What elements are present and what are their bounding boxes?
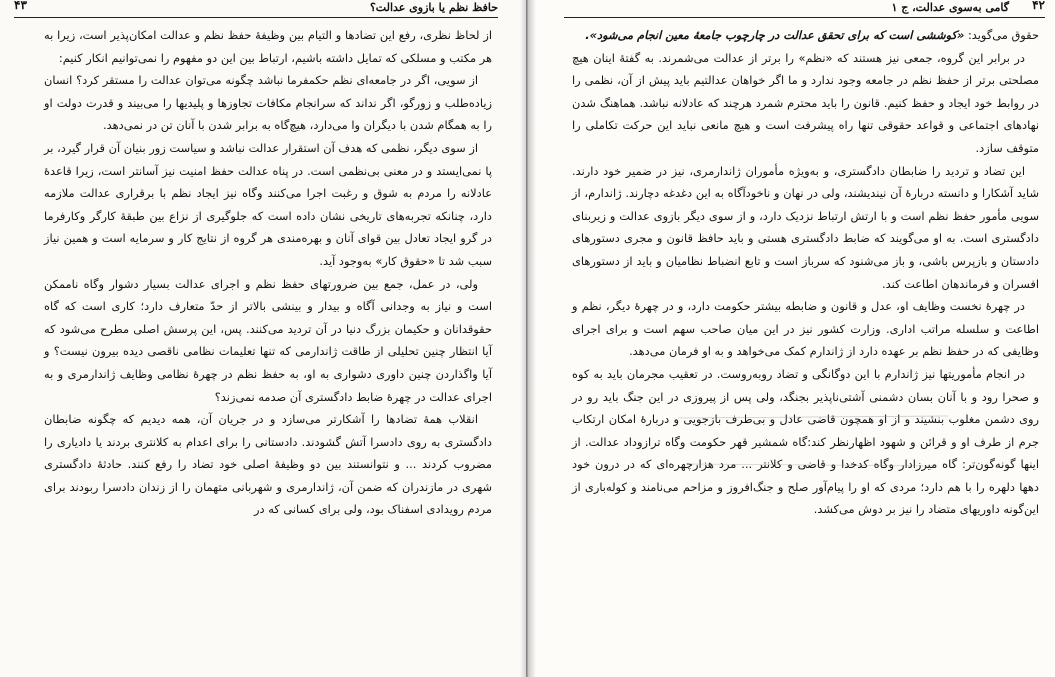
- paragraph: ولی، در عمل، جمع بین ضرورتهای حفظ نظم و اجرای عدالت بسیار دشوار وگاه ناممکن است و نیاز به وجدانی آگاه و بیدار و بینشی بالاتر از حدّ متعارف دارد؛ کاری است که گاه حقوقدانان و حکیمان بزرگ دنیا در آن تردید می‌کنند. پس، این پرسش اصلی مطرح می‌شود که آیا انتظار چنین تحلیلی از طاقت ژاندارمی که تنها تعلیمات نظامی ناقصی دیده بیرون نیست؟ و آیا واگذاردن چنین داوری دشواری به او، به حفظ نظم در چهرهٔ نظامی وظایف ژاندارمری و به اجرای عدالت در چهرهٔ ضابط دادگستری آن صدمه نمی‌زند؟: [44, 276, 492, 404]
- right-running-title: گامی به‌سوی عدالت، ج ۱: [891, 1, 1009, 14]
- opening-lead: حقوق می‌گوید:: [964, 28, 1039, 42]
- right-page: [528, 0, 1055, 677]
- right-page-header: [564, 0, 1045, 18]
- right-page-body: [572, 24, 1039, 677]
- paragraph: در برابر این گروه، جمعی نیز هستند که «نظم» را برتر از عدالت می‌شمرند. به گفتهٔ اینان هیچ مصلحتی برتر از حفظ نظم در جامعه وجود ندارد و ما اگر خواهان عدالتیم باید پیش از آن، نظمی را در روابط خود ایجاد و حفظ کنیم. قانون را باید محترم شمرد هرچند که عادلانه نباشد. هماهنگ شدن نهادهای اجتماعی و قواعد حقوقی تنها راه پیشرفت است و هیچ مانعی نباید این حرکت تکاملی را متوقف سازد.: [572, 50, 1039, 155]
- paragraph: از لحاظ نظری، رفع این تضادها و التیام بین وظیفهٔ حفظ نظم و عدالت امکان‌پذیر است، زیرا به هر مکتب و مسلکی که تمایل داشته باشیم، ارتباط بین این دو مفهوم را نمی‌توانیم انکار کنیم:: [44, 28, 492, 65]
- paragraph: از سویی، اگر در جامعه‌ای نظم حکمفرما نباشد چگونه می‌توان عدالت را مستقر کرد؟ انسان زیاده‌طلب و زورگو، اگر نداند که سرانجام مکافات تجاوزها و پلیدیها را می‌بیند و قدرت دولت او را به همگام شدن با دیگران وا می‌دارد، هیچ‌گاه به برابر شدن با آنان تن در نمی‌دهد.: [44, 73, 492, 133]
- paragraph: از سوی دیگر، نظمی که هدف آن استقرار عدالت نباشد و سیاست زور بنیان آن قرار گیرد، بر پا نمی‌ایستد و در معنی بی‌نظمی است. در پناه عدالت حفظ امنیت نیز آسانتر است، زیرا قاعدهٔ عادلانه را مردم به شوق و رغبت اجرا می‌کنند وگاه نیز ایجاد نظم با برقراری عدالت ملازمه دارد، چنانکه تجربه‌های تاریخی نشان داده است که جلوگیری از نزاع بین طبقهٔ کارگر وکارفرما در گرو ایجاد تعادل بین قوای آنان و بهره‌مندی هر گروه از نتایج کار و سرمایه است و همین نیاز سبب شد تا «حقوق کار» به‌وجود آید.: [44, 140, 492, 268]
- paragraph: در چهرهٔ نخست وظایف او، عدل و قانون و ضابطه بیشتر حکومت دارد، و در چهرهٔ دیگر، نظم و اطاعت و سلسله مراتب اداری. وزارت کشور نیز در این میان صاحب سهم است و برای اجرای وظایفی که در حفظ نظم بر عهده دارد از ژاندارم کمک می‌خواهد و به او فرمان می‌دهد.: [572, 299, 1039, 359]
- paragraph: انقلاب همهٔ تضادها را آشکارتر می‌سازد و در جریان آن، همه دیدیم که چگونه ضابطان دادگستری به روی دادسرا آتش گشودند. دادستانی را برای اعدام به کلانتری بردند یا دادیاری را مضروب کردند ... و نتوانستند بین دو وظیفهٔ اصلی خود تضاد را رفع کنند. حادثهٔ دادگستری شهری در مازندران که ضمن آن، ژاندارمری و شهربانی متهمان را از زندان دادسرا ربودند برای مردم رویدادی اسفناک بود، ولی برای کسانی که در: [44, 412, 492, 517]
- left-page: [0, 0, 527, 677]
- paragraph: این تضاد و تردید را ضابطان دادگستری، و به‌ویژه مأموران ژاندارمری، نیز در ضمیر خود دارند. شاید آشکارا و دانسته دربارهٔ آن نیندیشند، ولی در نهان و ناخودآگاه به این دغدغه دچارند. ژاندارم، از سویی مأمور حفظ نظم است و با ارتش ارتباط نزدیک دارد، و از سوی دیگر بازوی عدالت و زیربنای دادگستری است. به او می‌گویند که ضابط دادگستری هستی و باید حافظ قانون و مجری دستورهای دادستان و بازپرس باشی، و باز می‌شنود که سرباز است و تابع انضباط نظامیان و باید از دستورهای افسران و فرماندهان اطاعت کند.: [572, 163, 1039, 291]
- left-page-body: [44, 24, 492, 677]
- opening-paragraph: [572, 24, 1039, 47]
- left-page-header: [14, 0, 498, 18]
- paragraph: در انجام مأموریتها نیز ژاندارم با این دوگانگی و تضاد روبه‌روست. در تعقیب مجرمان باید به کوه و صحرا رود و با آنان بسان دشمنی آشتی‌ناپذیر بجنگد، ولی پس از پیروزی در این جنگ باید رو در روی دشمن مغلوب بنشیند و از او همچون قاضی عادل و بی‌طرف بازجویی و دربارهٔ امکان ارتکاب جرم از طرف او و قرائن و شهود اظهارنظر کند:گاه شمشیر قهر حکومت وگاه ترازوداد عدالت. از اینها گونه‌گون‌تر: گاه میرزادار وگاه کدخدا و قاضی و کلانتر ... مرد هزارچهره‌ای که در درون خود دهها دلهره را با هم دارد؛ مردی که او را پیام‌آور صلح و جنگ‌افروز و مزاحم می‌نامند و کوله‌باری از این‌گونه داوریهای متضاد را نیز بر دوش می‌کشد.: [572, 366, 1039, 517]
- left-running-title: حافظ نظم یا بازوی عدالت؟: [369, 1, 498, 14]
- right-page-number: ۴۲: [1032, 0, 1045, 12]
- opening-quote: «کوششی است که برای تحقق عدالت در چارچوب جامعهٔ معین انجام می‌شود».: [585, 28, 965, 42]
- left-page-number: ۴۳: [14, 0, 27, 12]
